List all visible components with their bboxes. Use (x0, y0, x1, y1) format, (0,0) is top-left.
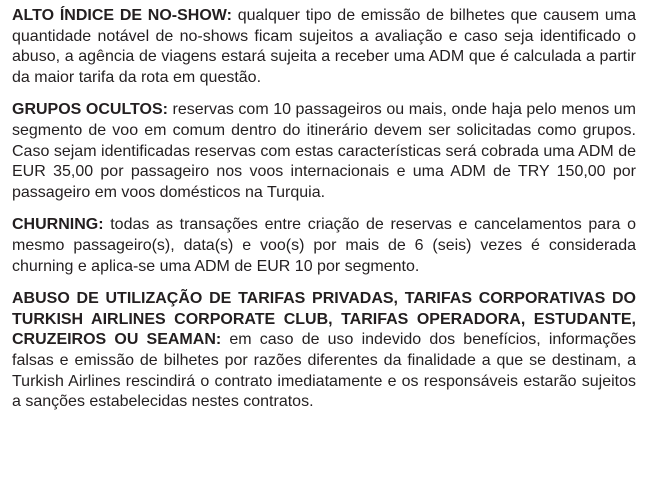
paragraph-heading-grupos-ocultos: GRUPOS OCULTOS: (12, 101, 168, 119)
paragraph-grupos-ocultos (12, 100, 636, 203)
document-body (12, 6, 636, 425)
paragraph-abuso-tarifas (12, 289, 636, 413)
paragraph-text-grupos-ocultos: reservas com 10 passageiros ou mais, onde haja pelo menos um segmento de voo em comum dentro do itinerário devem ser solicitadas como grupos. Caso sejam identificadas reservas com estas características será cobrada uma ADM de EUR 35,00 por passageiro nos voos internacionais e uma ADM de TRY 150,00 por passageiro em voos domésticos na Turquia. (12, 101, 636, 201)
paragraph-text-no-show: qualquer tipo de emissão de bilhetes que causem uma quantidade notável de no-shows ficam sujeitos a avaliação e caso seja identificado o abuso, a agência de viagens estará sujeita a receber uma ADM que é calculada a partir da maior tarifa da rota em questão. (12, 7, 636, 86)
paragraph-churning (12, 215, 636, 277)
paragraph-text-abuso-tarifas: em caso de uso indevido dos benefícios, informações falsas e emissão de bilhetes por razões diferentes da finalidade a que se destinam, a Turkish Airlines rescindirá o contrato imediatamente e os responsáveis estarão sujeitos a sanções estabelecidas nestes contratos. (12, 331, 636, 411)
paragraph-heading-abuso-tarifas: ABUSO DE UTILIZAÇÃO DE TARIFAS PRIVADAS, TARIFAS CORPORATIVAS DO TURKISH AIRLINES CORPORATE CLUB, TARIFAS OPERADORA, ESTUDANTE, CRUZEIROS OU SEAMAN: (12, 290, 636, 349)
paragraph-heading-no-show: ALTO ÍNDICE DE NO-SHOW: (12, 7, 232, 24)
paragraph-heading-churning: CHURNING: (12, 216, 104, 234)
paragraph-text-churning: todas as transações entre criação de reservas e cancelamentos para o mesmo passageiro(s), data(s) e voo(s) por mais de 6 (seis) vezes é considerada churning e aplica-se uma ADM de EUR 10 por segmento. (12, 216, 636, 275)
paragraph-no-show (12, 6, 636, 88)
